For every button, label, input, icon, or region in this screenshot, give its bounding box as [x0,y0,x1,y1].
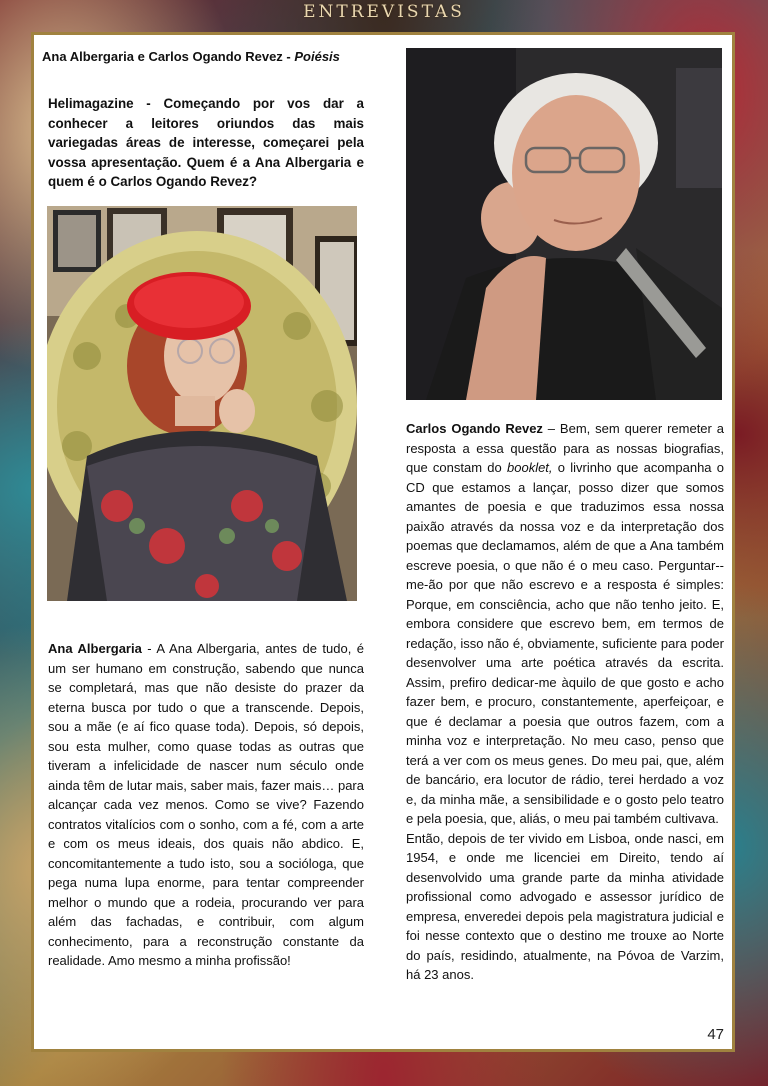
article-title-names: Ana Albergaria e Carlos Ogando Revez - [42,49,295,64]
speaker-ana-albergaria: Ana Albergaria [48,641,142,656]
carlos-ogando-revez-photo [406,48,722,400]
page [31,32,735,1052]
ana-albergaria-answer [48,639,364,971]
speaker-carlos-ogando-revez: Carlos Ogando Revez [406,421,543,436]
ana-answer-text: - A Ana Albergaria, antes de tudo, é um ser humano em construção, sabendo que nunca se completará, mas que não desiste do prazer da eterna busca por tudo o que a transcende. Depois, sou a mãe (e aí fico quase toda). Depois, só depois, sou esta mulher, como quase todas as outras que tiveram a infelicidade de nascer num século onde ainda têm de lutar mais, saber mais, fazer mais… para alcançar cada vez menos. Como se vive? Fazendo contratos vitalícios com o sonho, com a fé, com a arte e com os meus ideais, dos quais não abdico. E, concomitantemente a tudo isto, sou a socióloga, que pega numa lupa enorme, para tentar compreender melhor o mundo que a rodeia, procurando ver para além das fachadas, e contribuir, com algum conhecimento, para a reconstrução constante da realidade. Amo mesmo a minha profissão! [48,641,364,968]
carlos-answer-italic: booklet, [507,460,553,475]
ana-photo-illustration [47,206,357,601]
article-title [42,49,362,64]
carlos-answer-paragraph-2: Então, depois de ter vivido em Lisboa, onde nasci, em 1954, e onde me licenciei em Direito, tendo aí desenvolvido uma grande parte da minha atividade profissional como advogado e assessor jurídico de empresa, enveredei depois pela magistratura judicial e foi nesse contexto que o destino me trouxe ao Norte do país, residindo, atualmente, na Póvoa de Varzim, há 23 anos. [406,830,724,982]
magazine-section-header: ENTREVISTAS [303,2,465,22]
ana-albergaria-photo [47,206,357,601]
article-subtitle: Poiésis [294,49,340,64]
carlos-ogando-revez-answer [406,419,724,985]
carlos-photo-illustration [406,48,722,400]
carlos-answer-text-1: – Bem, sem querer remeter a resposta a essa questão para as nossas biografias, que constam do [406,421,724,475]
interview-question: Helimagazine - Começando por vos dar a conhecer a leitores oriundos das mais variegadas áreas de interesse, começarei pela vossa apresentação. Quem é a Ana Albergaria e quem é o Carlos Ogando Revez? [48,96,364,189]
page-number: 47 [707,1026,724,1043]
carlos-answer-text-2: o livrinho que acompanha o CD que estamos a lançar, posso dizer que somos amantes de poesia e que traduzimos essa nossa paixão através da nossa voz e da interpretação dos poemas que declamamos, além de que a Ana também escreve poesia, o que não é o meu caso. Perguntar--me-ão por que não escrevo e a resposta é simples: Porque, em consciência, acho que não tenho jeito. E, embora considere que escrevo bem, em termos de redação, isso não é, obviamente, suficiente para poder desenvolver uma arte poética através da escrita. Assim, prefiro dedicar-me àquilo de que gosto e acho fazer bem, e procuro, constantemente, aperfeiçoar, e que é declamar a poesia que outros fazem, com a minha voz e interpretação. No meu caso, penso que terá a ver com os meus genes. Do meu pai, que, além de bancário, era locutor de rádio, terei herdado a voz e, da minha mãe, a sensibilidade e o gosto pelo teatro e pela poesia, que, aliás, o meu pai também cultivava. [406,460,724,826]
